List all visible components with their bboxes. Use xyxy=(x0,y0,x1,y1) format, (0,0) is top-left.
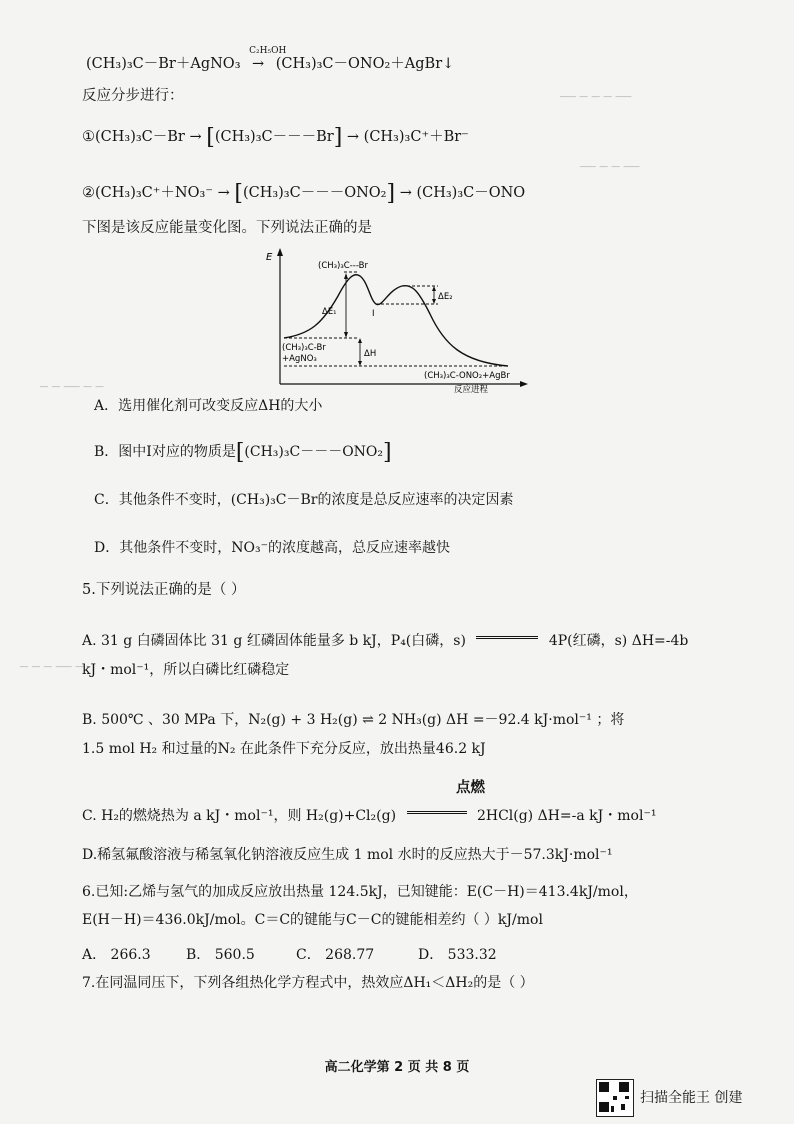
q6-stem-line1: 6.已知:乙烯与氢气的加成反应放出热量 124.5kJ，已知键能：E(C－H)＝413.4kJ/mol， xyxy=(82,884,638,900)
step2-rhs: → (CH₃)₃C－ONO xyxy=(399,185,526,201)
q4-option-b: B．图中I对应的物质是[(CH₃)₃C－－－ONO₂] xyxy=(94,440,392,465)
exam-page: ── ─ ─ ─ ── ── ─ ─ ── ─ ─ ── ─ ─ ─ ─ ─ ── ─ (CH₃)₃C－Br＋AgNO₃ C₂H₅OH → (CH₃)₃C－ONO₂＋AgBr↓ 反应分步进行： ①(CH₃)₃C－Br → [(CH₃)₃C－－－Br] → (CH₃)₃C⁺＋Br⁻ ②(CH₃)₃C⁺＋NO₃⁻ → [(CH₃)₃C－－－ONO₂] → (CH₃)₃C－ONO 下图是该反应能量变化图。下列说法正确的是 E (CH₃)₃C---Br ΔE₁ ΔE₂ I ΔH (CH₃)₃C-Br +AgNO₃ (CH₃)₃C-ONO₂+AgBr 反应进程 A．选用催化剂可改变反应ΔH的大小 B．图中I对应的物质是[(CH₃)₃C－－－ONO₂] C．其他条件不变时，(CH₃)₃C－Br的浓度是总反应速率的决定因素 D．其他条件不变时，NO₃⁻的浓度越高，总反应速率越快 5.下列说法正确的是（ ） A. 31 g 白磷固体比 31 g 红磷固体能量多 b kJ，P₄(白磷，s) 4P(红磷，s) ΔH=-4b kJ・mol⁻¹，所以白磷比红磷稳定 B. 500℃ 、30 MPa 下，N₂(g) + 3 H₂(g) ⇌ 2 NH₃(g) ΔH =－92.4 kJ·mol⁻¹ ；将 1.5 mol H₂ 和过量的N₂ 在此条件下充分反应，放出热量46.2 kJ 点燃 C. H₂的燃烧热为 a kJ・mol⁻¹，则 H₂(g)+Cl₂(g) 2HCl(g) ΔH=-a kJ・mol⁻¹ D.稀氢氟酸溶液与稀氢氧化钠溶液反应生成 1 mol 水时的反应热大于－57.3kJ·mol⁻¹ 6.已知:乙烯与氢气的加成反应放出热量 124.5kJ，已知键能：E(C－H)＝413.4kJ/mol， E(H－H)＝436.0kJ/mol。C＝C的键能与C－C的键能相差约（ ）kJ/mol A． 266.3 B． 560.5 C． 268.77 D． 533.32 7.在同温同压下，下列各组热化学方程式中，热效应ΔH₁＜ΔH₂的是（ ） 高二化学第 2 页 共 8 页 扫描全能王 创建 xyxy=(0,0,794,1124)
reaction-lhs: (CH₃)₃C－Br＋AgNO₃ xyxy=(86,56,241,72)
q4-b-prefix: B．图中I对应的物质是 xyxy=(94,444,236,460)
q6-stem-line2: E(H－H)＝436.0kJ/mol。C＝C的键能与C－C的键能相差约（ ）kJ/mol xyxy=(82,912,543,928)
q5-stem: 5.下列说法正确的是（ ） xyxy=(82,582,246,598)
q5-a-line1: A. 31 g 白磷固体比 31 g 红磷固体能量多 b kJ，P₄(白磷，s) xyxy=(82,633,466,649)
q5-a-rhs: 4P(红磷，s) ΔH=-4b xyxy=(548,633,689,649)
reaction-solvent: C₂H₅OH xyxy=(249,46,287,56)
intermediate-label: I xyxy=(372,309,375,319)
page-footer: 高二化学第 2 页 共 8 页 xyxy=(324,1060,470,1075)
q4-option-c xyxy=(94,490,513,510)
q5-c-lhs: C. H₂的燃烧热为 a kJ・mol⁻¹，则 H₂(g)+Cl₂(g) xyxy=(82,808,397,824)
reactant-label: (CH₃)₃C-Br xyxy=(282,343,326,353)
peak-label: (CH₃)₃C---Br xyxy=(318,261,368,271)
reaction-rhs: (CH₃)₃C－ONO₂＋AgBr↓ xyxy=(275,56,455,72)
step2-lhs: ②(CH₃)₃C⁺＋NO₃⁻ → xyxy=(82,185,230,201)
step-1: ①(CH₃)₃C－Br → [(CH₃)₃C－－－Br] → (CH₃)₃C⁺＋Br⁻ xyxy=(82,125,469,150)
q5-option-d: D.稀氢氟酸溶液与稀氢氧化钠溶液反应生成 1 mol 水时的反应热大于－57.3kJ·mol⁻¹ xyxy=(82,847,613,863)
q6-option-d: D． 533.32 xyxy=(418,947,497,963)
q4-a-text: A．选用催化剂可改变反应ΔH的大小 xyxy=(94,398,323,414)
q5-b-line1: B. 500℃ 、30 MPa 下，N₂(g) + 3 H₂(g) ⇌ 2 NH₃(g) ΔH =－92.4 kJ·mol⁻¹ ；将 xyxy=(82,712,625,728)
scanner-watermark: 扫描全能王 创建 xyxy=(640,1090,743,1106)
q5-c-rhs: 2HCl(g) ΔH=-a kJ・mol⁻¹ xyxy=(476,808,657,824)
q7-stem: 7.在同温同压下，下列各组热化学方程式中，热效应ΔH₁＜ΔH₂的是（ ） xyxy=(82,975,534,991)
delta-h-label: ΔH xyxy=(364,349,377,359)
q6-options xyxy=(82,945,497,965)
main-reaction: (CH₃)₃C－Br＋AgNO₃ C₂H₅OH → (CH₃)₃C－ONO₂＋AgBr↓ xyxy=(86,54,454,74)
step-2: ②(CH₃)₃C⁺＋NO₃⁻ → [(CH₃)₃C－－－ONO₂] → (CH₃)₃C－ONO xyxy=(82,181,526,206)
reactant-label-2: +AgNO₃ xyxy=(282,354,317,364)
q6-option-b: B． 560.5 xyxy=(186,947,255,963)
step1-lhs: ①(CH₃)₃C－Br → xyxy=(82,129,202,145)
step2-transition: (CH₃)₃C－－－ONO₂ xyxy=(242,185,387,201)
progress-axis-label: 反应进程 xyxy=(454,385,489,394)
steps-title: 反应分步进行： xyxy=(82,88,184,104)
delta-e1-label: ΔE₁ xyxy=(322,307,337,317)
q5-option-c xyxy=(82,806,656,826)
q4-c-text: C．其他条件不变时，(CH₃)₃C－Br的浓度是总反应速率的决定因素 xyxy=(94,492,514,508)
step1-rhs: → (CH₃)₃C⁺＋Br⁻ xyxy=(346,129,469,145)
diagram-intro: 下图是该反应能量变化图。下列说法正确的是 xyxy=(82,220,372,236)
q5-option-a xyxy=(82,631,688,651)
qr-code-icon xyxy=(596,1079,634,1117)
step1-transition: (CH₃)₃C－－－Br xyxy=(214,129,334,145)
q5-b-line2: 1.5 mol H₂ 和过量的N₂ 在此条件下充分反应，放出热量46.2 kJ xyxy=(82,741,486,757)
energy-diagram xyxy=(262,244,532,394)
product-label: (CH₃)₃C-ONO₂+AgBr xyxy=(424,371,510,381)
q5-c-condition: 点燃 xyxy=(456,779,485,796)
q4-b-formula: (CH₃)₃C－－－ONO₂ xyxy=(244,444,384,460)
q4-option-d xyxy=(94,538,450,558)
q6-option-c: C． 268.77 xyxy=(296,947,375,963)
q4-option-a xyxy=(94,396,322,416)
q5-a-line2: kJ・mol⁻¹，所以白磷比红磷稳定 xyxy=(82,662,290,678)
delta-e2-label: ΔE₂ xyxy=(438,292,453,302)
q6-option-a: A． 266.3 xyxy=(82,947,151,963)
energy-axis-label: E xyxy=(266,252,273,263)
q4-d-text: D．其他条件不变时，NO₃⁻的浓度越高，总反应速率越快 xyxy=(94,540,450,556)
